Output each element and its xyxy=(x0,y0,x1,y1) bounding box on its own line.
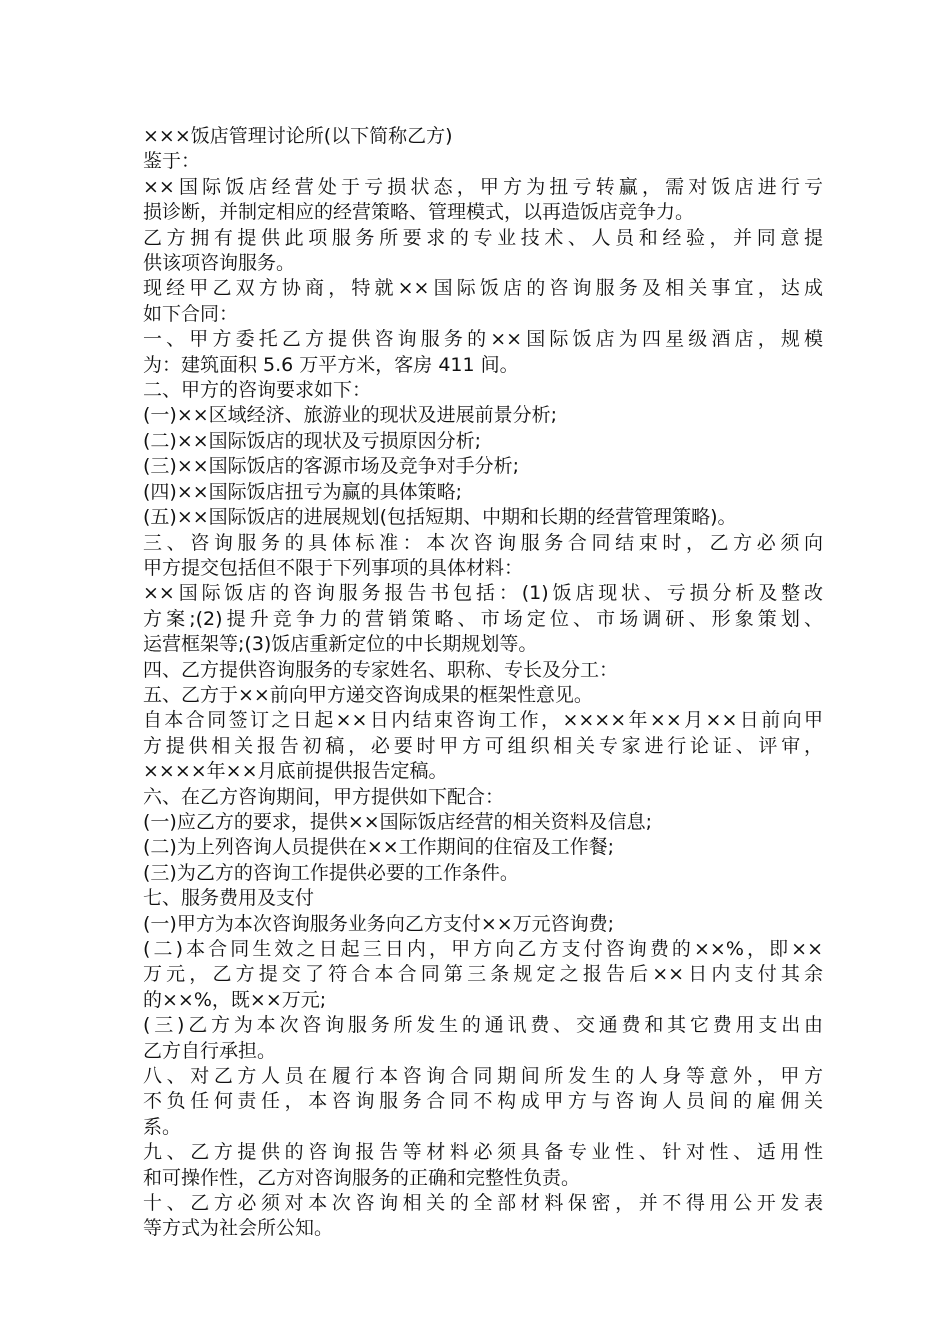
text-line: (四)××国际饭店扭亏为赢的具体策略; xyxy=(143,480,463,503)
text-line: ×××饭店管理讨论所(以下简称乙方) xyxy=(143,125,453,147)
text-line: 方案;(2)提升竞争力的营销策略、市场定位、市场调研、形象策划、 xyxy=(143,607,823,630)
text-line: 系。 xyxy=(143,1115,182,1138)
text-line: 乙方拥有提供此项服务所要求的专业技术、人员和经验，并同意提 xyxy=(143,226,823,249)
contract-body xyxy=(143,124,823,1242)
text-line: 不负任何责任，本咨询服务合同不构成甲方与咨询人员间的雇佣关 xyxy=(143,1090,823,1113)
text-line: 如下合同： xyxy=(143,302,239,325)
text-line: 十、乙方必须对本次咨询相关的全部材料保密，并不得用公开发表 xyxy=(143,1192,823,1215)
text-line: 七、服务费用及支付 xyxy=(143,887,315,910)
text-line: 和可操作性，乙方对咨询服务的正确和完整性负责。 xyxy=(143,1166,581,1189)
text-line: 为：建筑面积 5.6 万平方米，客房 411 间。 xyxy=(143,353,519,376)
text-line: ××××年××月底前提供报告定稿。 xyxy=(143,760,448,783)
text-line: 运营框架等;(3)饭店重新定位的中长期规划等。 xyxy=(143,633,538,656)
text-line: 二、甲方的咨询要求如下： xyxy=(143,379,372,402)
text-line: (二)为上列咨询人员提供在××工作期间的住宿及工作餐; xyxy=(143,836,615,859)
text-line: (一)甲方为本次咨询服务业务向乙方支付××万元咨询费; xyxy=(143,912,615,935)
text-line: 方提供相关报告初稿，必要时甲方可组织相关专家进行论证、评审， xyxy=(143,734,823,757)
text-line: (二)××国际饭店的现状及亏损原因分析; xyxy=(143,429,482,452)
text-line: ××国际饭店的咨询服务报告书包括：(1)饭店现状、亏损分析及整改 xyxy=(143,582,823,605)
text-line: 八、对乙方人员在履行本咨询合同期间所发生的人身等意外，甲方 xyxy=(143,1065,823,1088)
text-line: (三)为乙方的咨询工作提供必要的工作条件。 xyxy=(143,861,519,884)
text-line: 的××%，既××万元; xyxy=(143,988,327,1011)
text-line: 万元，乙方提交了符合本合同第三条规定之报告后××日内支付其余 xyxy=(143,963,823,986)
text-line: (一)应乙方的要求，提供××国际饭店经营的相关资料及信息; xyxy=(143,810,653,833)
text-line: 三、咨询服务的具体标准：本次咨询服务合同结束时，乙方必须向 xyxy=(143,531,823,554)
text-line: 供该项咨询服务。 xyxy=(143,252,296,275)
text-line: 等方式为社会所公知。 xyxy=(143,1217,334,1240)
text-line: 现经甲乙双方协商，特就××国际饭店的咨询服务及相关事宜，达成 xyxy=(143,277,823,300)
text-line: (二)本合同生效之日起三日内，甲方向乙方支付咨询费的××%，即×× xyxy=(143,938,823,960)
text-line: 鉴于： xyxy=(143,150,201,173)
text-line: 乙方自行承担。 xyxy=(143,1039,277,1062)
text-line: 损诊断，并制定相应的经营策略、管理模式，以再造饭店竞争力。 xyxy=(143,201,695,224)
text-line: (三)××国际饭店的客源市场及竞争对手分析; xyxy=(143,455,520,478)
text-line: 六、在乙方咨询期间，甲方提供如下配合： xyxy=(143,785,505,808)
text-line: (一)××区域经济、旅游业的现状及进展前景分析; xyxy=(143,404,558,427)
text-line: 五、乙方于××前向甲方递交咨询成果的框架性意见。 xyxy=(143,683,593,706)
text-line: ××国际饭店经营处于亏损状态，甲方为扭亏转赢，需对饭店进行亏 xyxy=(143,175,823,198)
text-line: 甲方提交包括但不限于下列事项的具体材料： xyxy=(143,556,524,579)
text-line: 九、乙方提供的咨询报告等材料必须具备专业性、针对性、适用性 xyxy=(143,1141,823,1164)
text-line: 四、乙方提供咨询服务的专家姓名、职称、专长及分工： xyxy=(143,658,619,681)
text-line: (五)××国际饭店的进展规划(包括短期、中期和长期的经营管理策略)。 xyxy=(143,506,737,529)
text-line: 一、甲方委托乙方提供咨询服务的××国际饭店为四星级酒店，规模 xyxy=(143,328,823,351)
text-line: 自本合同签订之日起××日内结束咨询工作，××××年××月××日前向甲 xyxy=(143,709,823,732)
text-line: (三)乙方为本次咨询服务所发生的通讯费、交通费和其它费用支出由 xyxy=(143,1014,823,1037)
